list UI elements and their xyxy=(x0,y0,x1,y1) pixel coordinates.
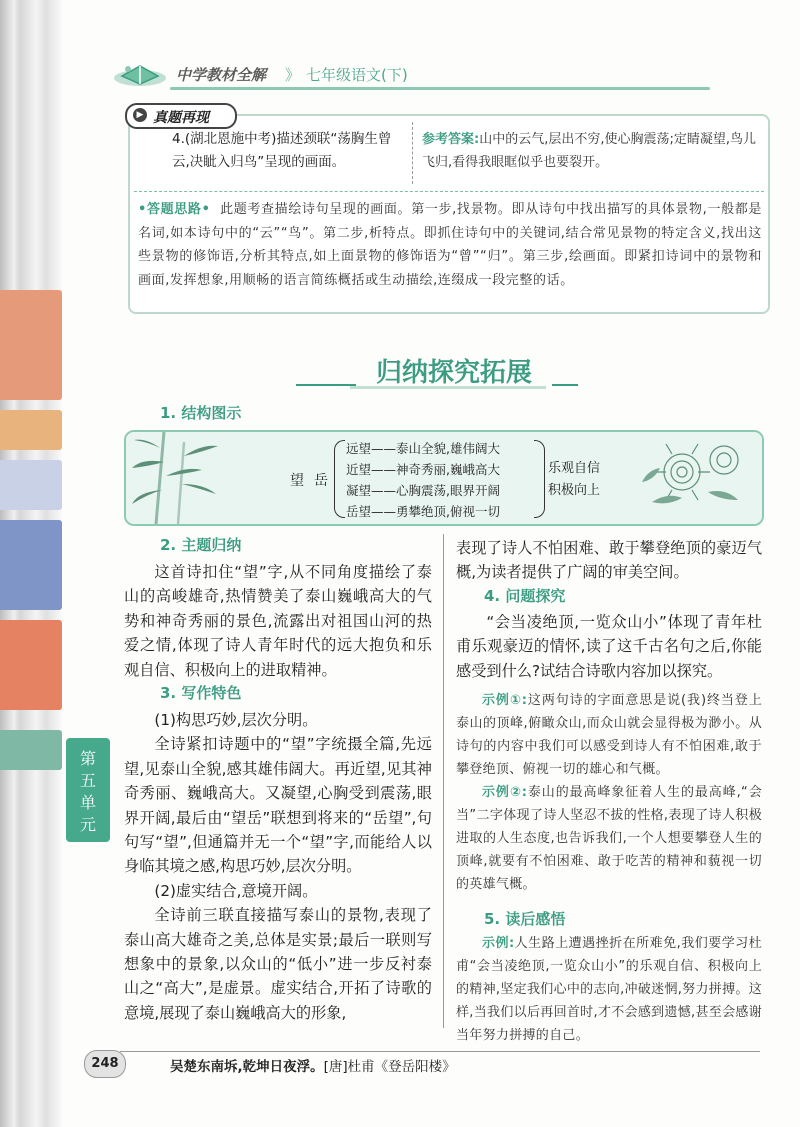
theme-text: 这首诗扣住“望”字,从不同角度描绘了泰山的高峻雄奇,热情赞美了泰山巍峨高大的气势和神奇秀丽的景色,流露出对祖国山河的热爱之情,体现了诗人青年时代的远大抱负和乐观自信、积极向上的进取精神。 xyxy=(124,563,432,679)
example-text: 这两句诗的字面意思是说(我)终当登上泰山的顶峰,俯瞰众山,而众山就会显得极为渺小。从诗句的内容中我们可以感受到诗人有不怕困难,敢于攀登绝顶、俯视一切的雄心和气概。 xyxy=(456,693,763,778)
section-rule-left xyxy=(296,384,356,386)
book-subtitle: 七年级语文(下) xyxy=(306,66,408,84)
diagram-line: 远望——泰山全貌,雄伟阔大 xyxy=(346,441,500,456)
reflection-example xyxy=(456,932,762,1047)
left-column xyxy=(124,560,432,682)
answer-label: 参考答案: xyxy=(422,132,480,147)
edge-tab xyxy=(0,620,62,710)
structure-diagram xyxy=(124,430,764,526)
brace-left xyxy=(334,440,345,518)
diagram-line: 岳望——勇攀绝顶,俯视一切 xyxy=(346,504,500,519)
diagram-result-line: 乐观自信 xyxy=(548,461,601,476)
quote-text: 吴楚东南坼,乾坤日夜浮。 xyxy=(170,1059,324,1075)
thinking-text: 此题考查描绘诗句呈现的画面。第一步,找景物。即从诗句中找出描写的具体景物,一般都是名词,如本诗句中的“云”“鸟”。第二步,析特点。即抓住诗句中的关键词,结合常见景物的特定含义,找出这些景物的修饰语,分析其特点,如上面景物的修饰语为“曾”“归”。第三步,绘画面。即紧扣诗词中的景物和画面,发挥想象,用顺畅的语言简练概括或生动描绘,连缀成一段完整的话。 xyxy=(138,202,763,288)
play-icon: ▶ xyxy=(133,108,147,122)
example-label: 示例①: xyxy=(482,693,528,709)
section-rule-right xyxy=(552,384,578,386)
exam-dashed-rule xyxy=(134,191,764,192)
exam-answer xyxy=(422,128,756,174)
diagram-line: 凝望——心胸震荡,眼界开阔 xyxy=(346,483,500,498)
footer-rule xyxy=(120,1051,760,1052)
book-logo-icon xyxy=(110,60,170,88)
quote-source: [唐]杜甫《登岳阳楼》 xyxy=(323,1059,456,1075)
section-title: 归纳探究拓展 xyxy=(375,358,532,388)
running-header xyxy=(110,60,750,90)
writing-point1-title: (1)构思巧妙,层次分明。 xyxy=(154,711,318,729)
inquiry-question: “会当凌绝顶,一览众山小”体现了青年杜甫乐观豪迈的情怀,读了这千古名句之后,你能感受到什么?试结合诗歌内容加以探究。 xyxy=(456,613,762,680)
page-edge xyxy=(0,0,62,1127)
inquiry-column xyxy=(456,610,762,896)
exam-divider xyxy=(412,122,413,184)
edge-tab xyxy=(0,290,62,400)
writing-point2-text: 全诗前三联直接描写泰山的景物,表现了泰山高大雄奇之美,总体是实景;最后一联则写想象中的景象,以众山的“低小”进一步反衬泰山之“高大”,是虚景。虚实结合,开拓了诗歌的意境,展现了泰山巍峨高大的形象, xyxy=(124,906,432,1022)
exam-tag xyxy=(125,103,237,129)
edge-tab xyxy=(0,460,62,510)
diagram-line: 近望——神奇秀丽,巍峨高大 xyxy=(346,462,500,477)
edge-tab xyxy=(0,520,62,610)
exam-tag-label: 真题再现 xyxy=(153,110,209,126)
diagram-center: 望岳 xyxy=(290,473,338,489)
exam-question: 4.(湖北恩施中考)描述颈联“荡胸生曾云,决眦入归鸟”呈现的画面。 xyxy=(172,131,392,170)
unit-tab-label: 第五单元 xyxy=(79,749,96,834)
writing-heading: 3. 写作特色 xyxy=(160,684,242,702)
reflection-column xyxy=(456,932,762,1047)
header-separator: 》 xyxy=(285,66,301,84)
diagram-result-line: 积极向上 xyxy=(548,483,601,498)
exam-box xyxy=(128,114,770,314)
unit-tab xyxy=(66,738,110,842)
inquiry-heading: 4. 问题探究 xyxy=(484,587,566,605)
chrysanthemum-illustration xyxy=(612,432,762,524)
page-number: 248 xyxy=(84,1050,126,1078)
edge-tab xyxy=(0,410,62,450)
diagram-lines xyxy=(346,438,542,522)
diagram-result xyxy=(548,458,600,502)
header-rule xyxy=(170,87,710,90)
reflection-heading: 5. 读后感悟 xyxy=(484,910,566,928)
inquiry-example-1 xyxy=(456,689,762,781)
right-column xyxy=(456,536,762,585)
writing-continued: 表现了诗人不怕困难、敢于攀登绝顶的豪迈气概,为读者提供了广阔的审美空间。 xyxy=(456,539,762,582)
exam-thinking xyxy=(138,198,762,292)
example-label: 示例②: xyxy=(482,785,528,801)
answer-text: 山中的云气,层出不穷,使心胸震荡;定睛凝望,鸟儿飞归,看得我眼眶似乎也要裂开。 xyxy=(422,132,756,170)
thinking-label: •答题思路• xyxy=(138,202,211,217)
writing-point1-text: 全诗紧扣诗题中的“望”字统摄全篇,先远望,见泰山全貌,感其雄伟阔大。再近望,见其神奇秀丽、巍峨高大。又凝望,心胸受到震荡,眼界开阔,最后由“望岳”联想到将来的“岳望”,句句写“望”,但通篇并无一个“望”字,而能给人以身临其境之感,构思巧妙,层次分明。 xyxy=(124,735,432,876)
inquiry-example-2 xyxy=(456,781,762,896)
bamboo-illustration xyxy=(126,432,276,524)
footer-quote xyxy=(170,1055,456,1075)
structure-heading: 1. 结构图示 xyxy=(160,404,242,422)
column-divider xyxy=(443,534,444,1028)
writing-point2-title: (2)虚实结合,意境开阔。 xyxy=(154,881,318,900)
example-label: 示例: xyxy=(482,936,515,951)
reflection-text: 人生路上遭遇挫折在所难免,我们要学习杜甫“会当凌绝顶,一览众山小”的乐观自信、积极向上的精神,坚定我们心中的志向,冲破迷惘,努力拼搏。这样,当我们以后再回首时,才不会感到遗憾,甚至会感谢当年努力拼搏的自己。 xyxy=(456,936,762,1043)
book-title: 中学教材全解 xyxy=(176,66,267,84)
edge-tab xyxy=(0,730,62,770)
example-text: 泰山的最高峰象征着人生的最高峰,“会当”二字体现了诗人坚忍不拔的性格,表现了诗人积极进取的人生态度,也告诉我们,一个人想要攀登人生的顶峰,就要有不怕困难、敢于吃苦的精神和藐视一切的英雄气概。 xyxy=(456,785,762,893)
theme-heading: 2. 主题归纳 xyxy=(160,536,242,554)
writing-column xyxy=(124,708,432,1025)
brace-right xyxy=(534,440,545,518)
